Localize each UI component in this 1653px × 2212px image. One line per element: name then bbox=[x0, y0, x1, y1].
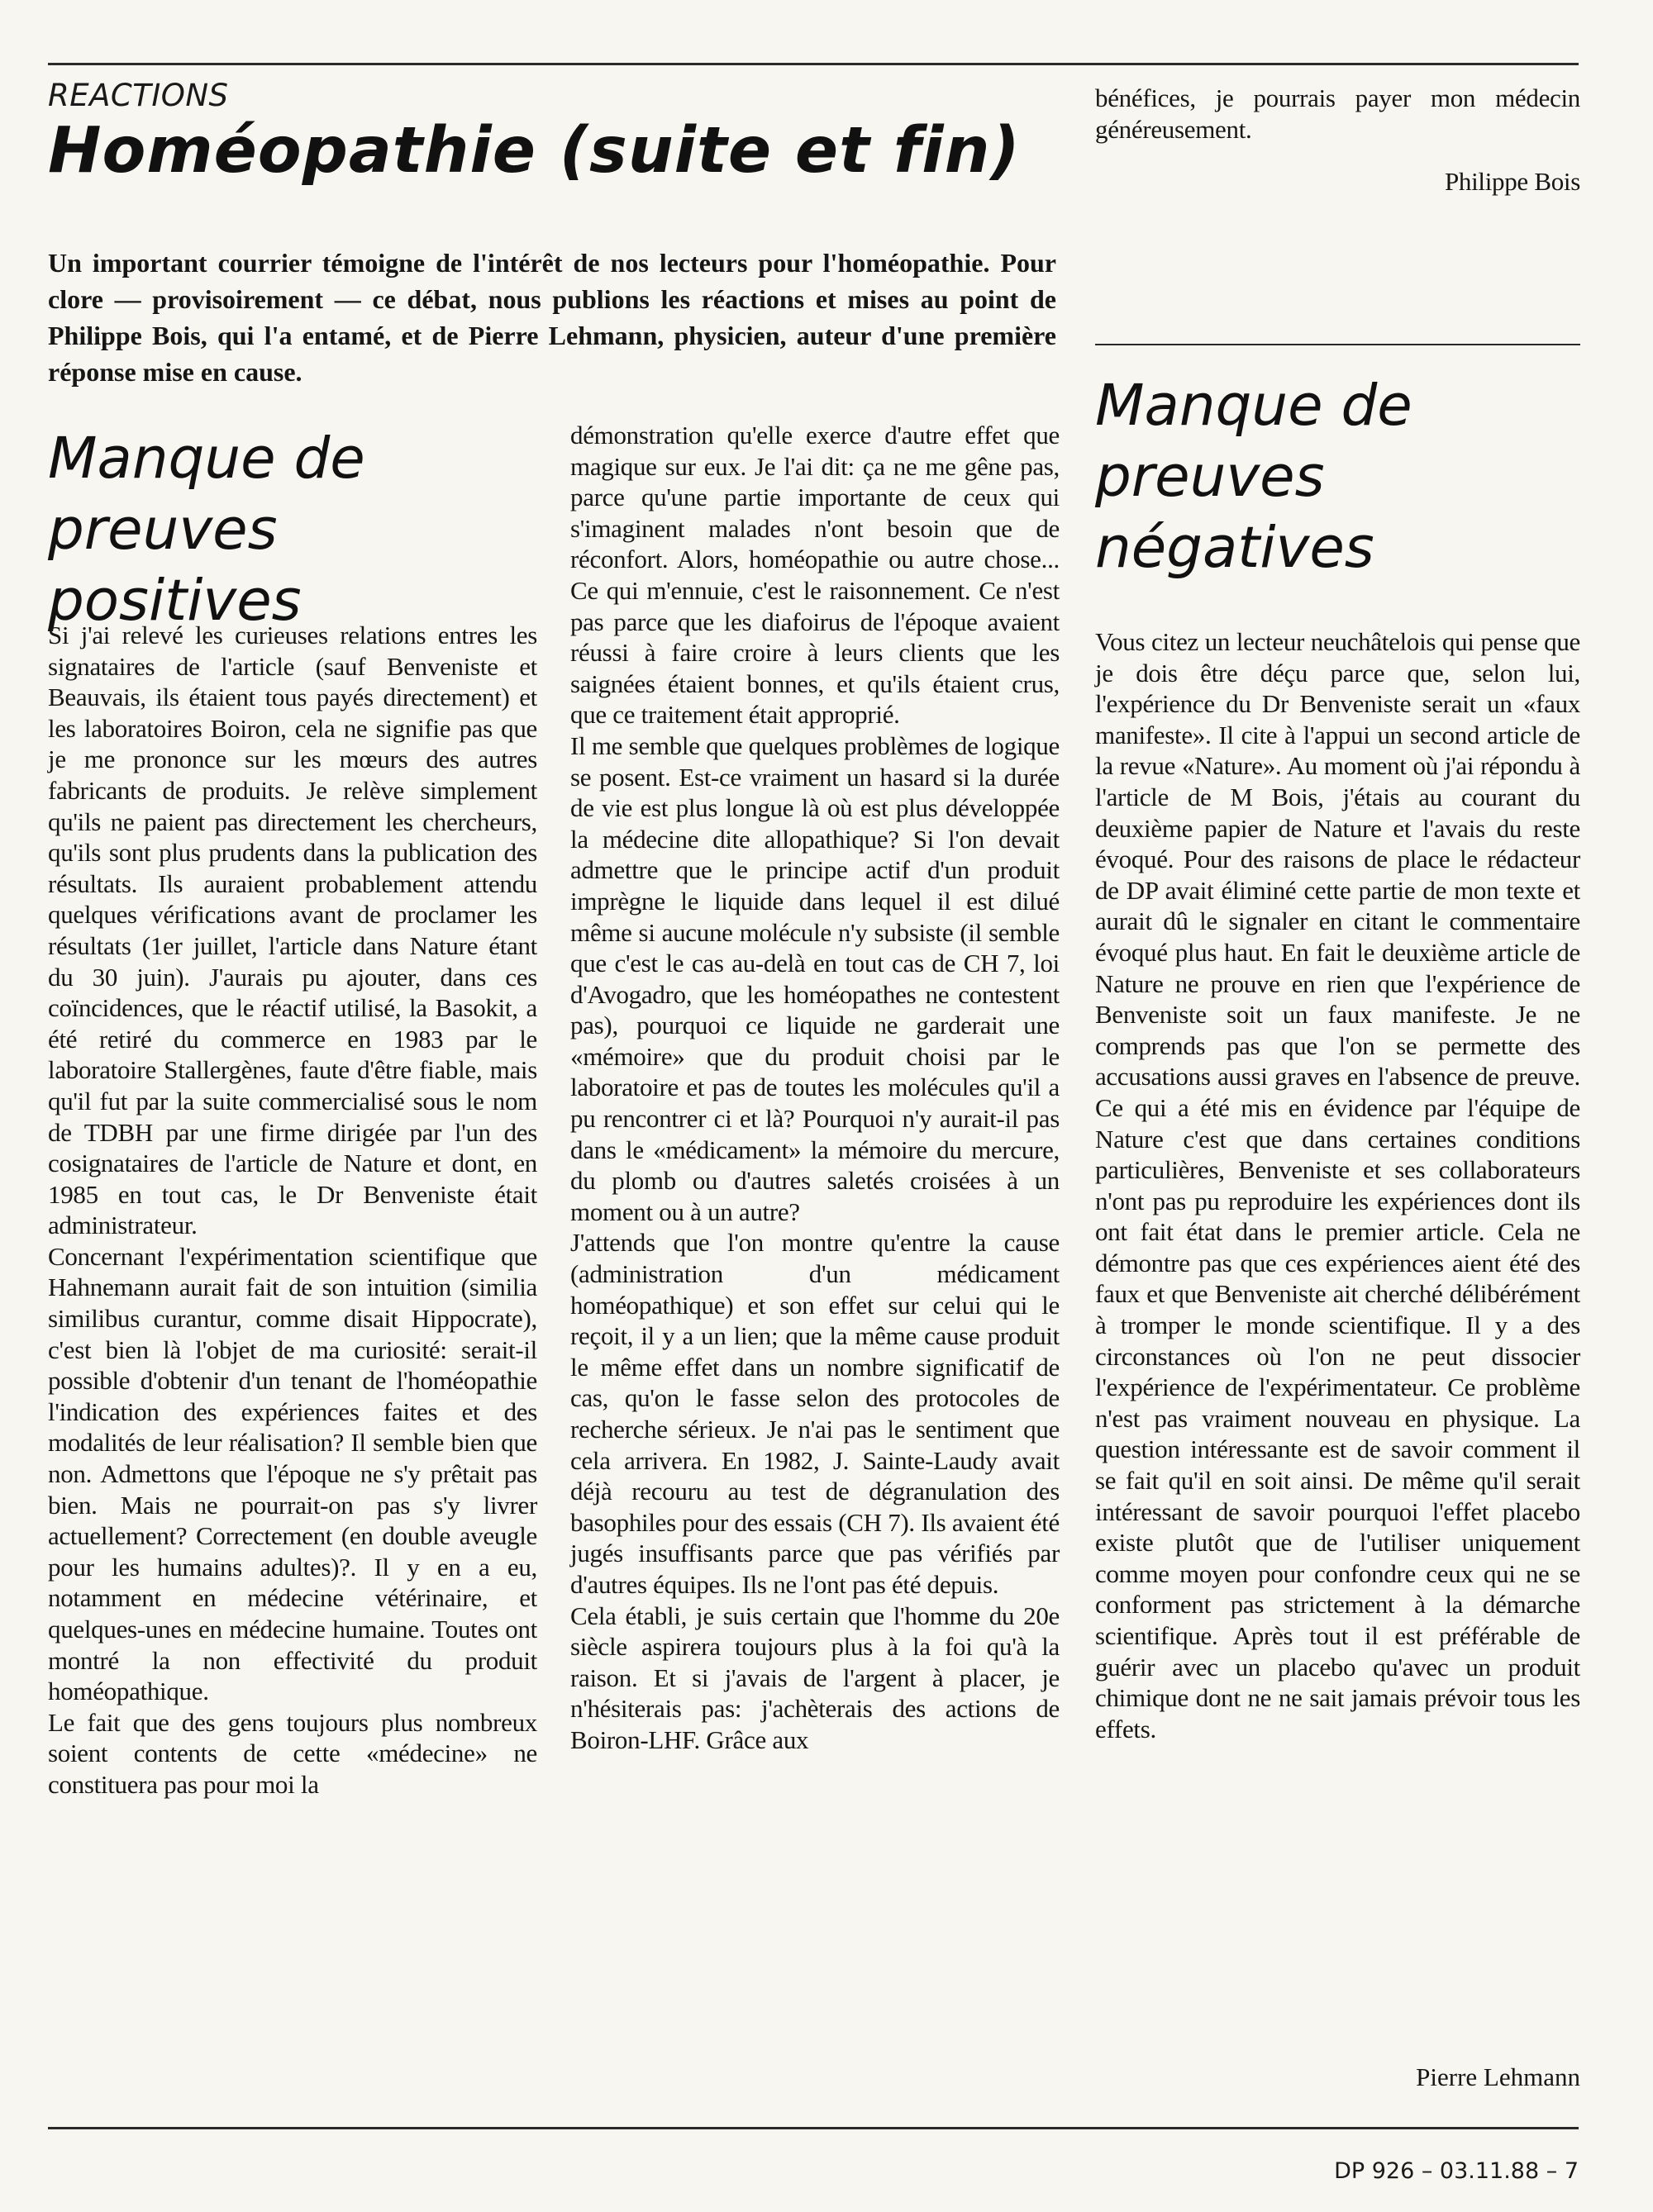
article2-column bbox=[1095, 626, 1580, 1744]
article1-column-3 bbox=[1095, 83, 1580, 197]
page-title: Homéopathie (suite et fin) bbox=[48, 114, 1021, 188]
article1-paragraph: Le fait que des gens toujours plus nombreux soient contents de cette «médecine» ne constituera pas pour moi la bbox=[48, 1707, 537, 1799]
article2-heading: Manque de preuves négatives bbox=[1095, 373, 1412, 581]
article1-column-2 bbox=[570, 420, 1060, 1756]
article1-paragraph: J'attends que l'on montre qu'entre la cause (administration d'un médicament homéopathique) et son effet sur celui qui le reçoit, il y a un lien; que la même cause produit le même effet dans un nombre significatif de cas, qu'on le fasse selon des protocoles de recherche sérieux. Je n'ai pas le sentiment que cela arrivera. En 1982, J. Sainte-Laudy avait déjà recouru au test de dégranulation des basophiles pour des essais (CH 7). Ils avaient été jugés insuffisants parce que pas vérifiés par d'autres équipes. Ils ne l'ont pas été depuis. bbox=[570, 1228, 1060, 1599]
article1-paragraph: Cela établi, je suis certain que l'homme du 20e siècle aspirera toujours plus à la foi qu'à la raison. Et si j'avais de l'argent à placer, je n'hésiterais pas: j'achèterais des actions de Boiron-LHF. Grâce aux bbox=[570, 1601, 1060, 1754]
section-divider-rule bbox=[1095, 344, 1580, 345]
article1-paragraph: bénéfices, je pourrais payer mon médecin généreusement. bbox=[1095, 83, 1580, 144]
lead-paragraph: Un important courrier témoigne de l'intérêt de nos lecteurs pour l'homéopathie. Pour clore — provisoirement — ce débat, nous publions les réactions et mises au point de Philippe Bois, qui l'a entamé, et de Pierre Lehmann, physicien, auteur d'une première réponse mise en cause. bbox=[48, 248, 1056, 387]
article2-signature: Pierre Lehmann bbox=[1416, 2062, 1580, 2091]
page-footer: DP 926 – 03.11.88 – 7 bbox=[1334, 2158, 1579, 2184]
article1-paragraph: Concernant l'expérimentation scientifique que Hahnemann aurait fait de son intuition (similia similibus curantur, comme disait Hippocrate), c'est bien là l'objet de ma curiosité: serait-il possible d'obtenir d'un tenant de l'homéopathie l'indication des expériences faites et des modalités de leur réalisation? Il semble bien que non. Admettons que l'époque ne s'y prêtait pas bien. Mais ne pourrait-on pas s'y livrer actuellement? Correctement (en double aveugle pour les humains adultes)?. Il y en a eu, notamment en médecine vétérinaire, et quelques-unes en médecine humaine. Toutes ont montré la non effectivité du produit homéopathique. bbox=[48, 1241, 537, 1706]
article1-column-1 bbox=[48, 620, 537, 1801]
bottom-rule bbox=[48, 2127, 1579, 2129]
article1-paragraph: démonstration qu'elle exerce d'autre effet que magique sur eux. Je l'ai dit: ça ne me gêne pas, parce qu'une partie importante de ceux qui s'imaginent malades n'ont besoin que de réconfort. Alors, homéopathie ou autre chose... Ce qui m'ennuie, c'est le raisonnement. Ce n'est pas parce que les diafoirus de l'époque avaient réussi à faire croire à leurs clients que les saignées étaient bonnes, et qu'ils étaient crus, que ce traitement était approprié. bbox=[570, 421, 1060, 730]
article1-paragraph: Il me semble que quelques problèmes de logique se posent. Est-ce vraiment un hasard si la durée de vie est plus longue là où est plus développée la médecine dite allopathique? Si l'on devait admettre que le principe actif d'un produit imprègne le liquide dans lequel il est dilué même si aucune molécule n'y subsiste (il semble que c'est le cas au-delà en tout cas de CH 7, loi d'Avogadro, que les homéopathes ne contestent pas), pourquoi ce liquide ne garderait une «mémoire» que du produit choisi par le laboratoire et pas de toutes les molécules qu'il a pu rencontrer ci et là? Pourquoi n'y aurait-il pas dans le «médicament» la mémoire du mercure, du plomb ou d'autres saletés croisées à un moment ou à un autre? bbox=[570, 730, 1060, 1226]
article1-heading: Manque de preuves positives bbox=[48, 426, 365, 634]
article2-paragraph: Vous citez un lecteur neuchâtelois qui pense que je dois être déçu parce que, selon lui, l'expérience du Dr Benveniste serait un «faux manifeste». Il cite à l'appui un second article de la revue «Nature». Au moment où j'ai répondu à l'article de M Bois, j'étais au courant du deuxième papier de Nature et l'avais du reste évoqué. Pour des raisons de place le rédacteur de DP avait éliminé cette partie de mon texte et aurait dû le signaler en citant le commentaire évoqué plus haut. En fait le deuxième article de Nature ne prouve en rien que l'expérience de Benveniste soit un faux manifeste. Je ne comprends pas que l'on se permette des accusations aussi graves en l'absence de preuve. Ce qui a été mis en évidence par l'équipe de Nature c'est que dans certaines conditions particulières, Benveniste et ses collaborateurs n'ont pas pu reproduire les expériences dont ils ont fait état dans le premier article. Cela ne démontre pas que ces expériences aient été des faux et que Benveniste ait cherché délibérément à tromper le monde scientifique. Il y a des circonstances où l'on ne peut dissocier l'expérience de l'expérimentateur. Ce problème n'est pas vraiment nouveau en physique. La question intéressante est de savoir comment il se fait qu'il en soit ainsi. De même qu'il serait intéressant de savoir pourquoi l'effet placebo existe plutôt que de l'utiliser uniquement comme moyen pour confondre ceux qui ne se conforment pas strictement à la démarche scientifique. Après tout il est préférable de guérir avec un placebo qu'avec un produit chimique dont ne ne sait jamais prévoir tous les effets. bbox=[1095, 627, 1580, 1743]
article1-paragraph: Si j'ai relevé les curieuses relations entres les signataires de l'article (sauf Benveniste et Beauvais, ils étaient tous payés directement) et les laboratoires Boiron, cela ne signifie pas que je me prononce sur les mœurs des autres fabricants de produits. Je relève simplement qu'ils ne paient pas directement les chercheurs, qu'ils sont plus prudents dans la publication des résultats. Ils auraient probablement attendu quelques vérifications avant de proclamer les résultats (1er juillet, l'article dans Nature étant du 30 juin). J'aurais pu ajouter, dans ces coïncidences, que le réactif utilisé, la Basokit, a été retiré du commerce en 1983 par le laboratoire Stallergènes, faute d'être fiable, mais qu'il fut par la suite commercialisé sous le nom de TDBH par une firme dirigée par l'un des cosignataires de l'article de Nature et dont, en 1985 en tout cas, le Dr Benveniste était administrateur. bbox=[48, 621, 537, 1240]
section-kicker: REACTIONS bbox=[48, 78, 229, 113]
top-rule bbox=[48, 63, 1579, 65]
article1-signature: Philippe Bois bbox=[1444, 167, 1580, 197]
